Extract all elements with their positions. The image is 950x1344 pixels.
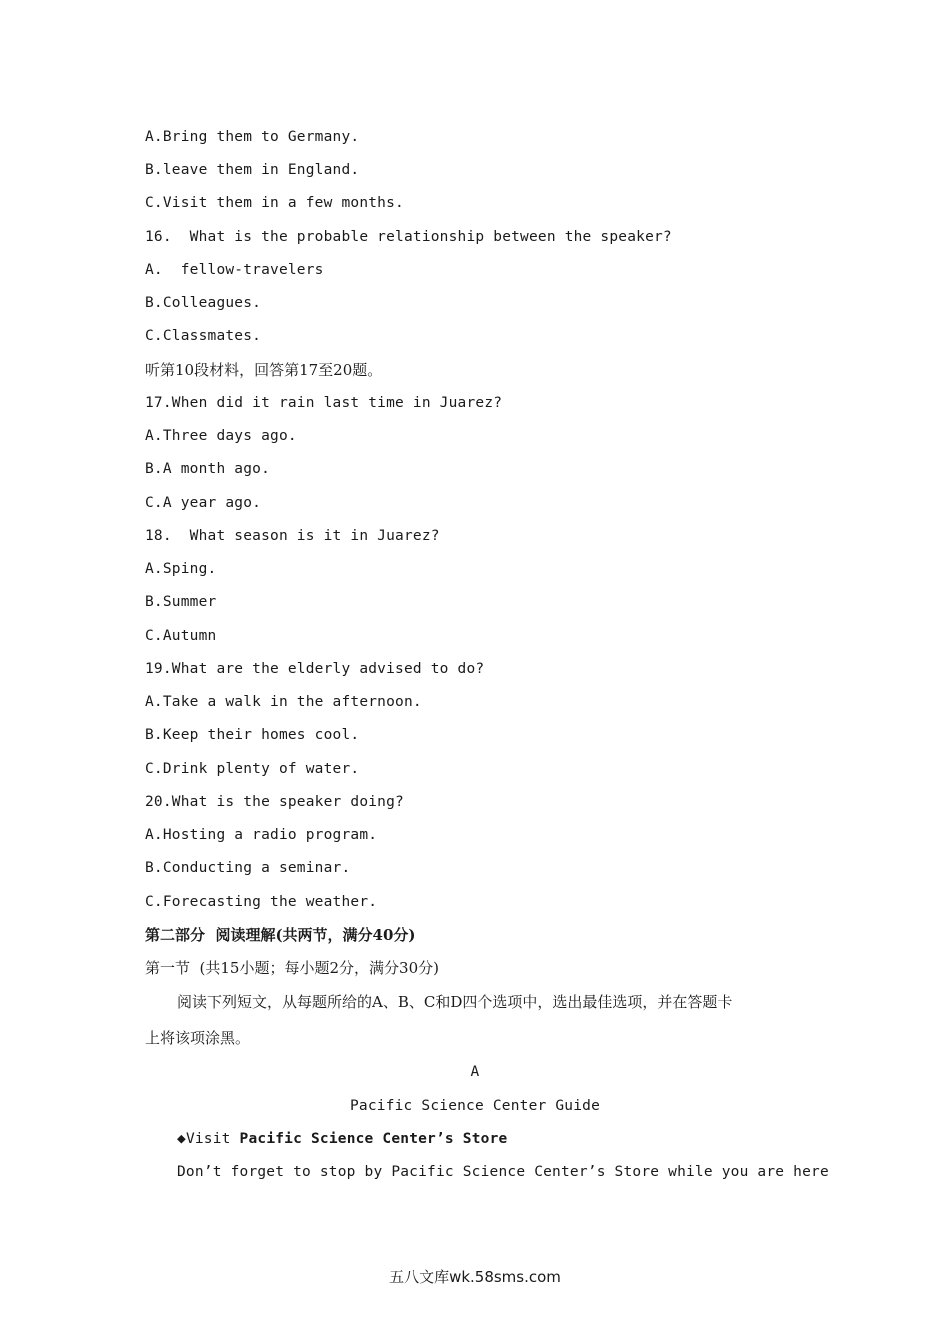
q16-option-b: B.Colleagues. — [145, 295, 262, 311]
part2-instruction-1: 阅读下列短文，从每题所给的A、B、C和D四个选项中，选出最佳选项，并在答题卡 — [177, 993, 733, 1011]
q18-option-c: C.Autumn — [145, 628, 217, 644]
section-note: 听第10段材料，回答第17至20题。 — [145, 361, 383, 379]
q18-option-a: A.Sping. — [145, 561, 217, 577]
passage-title: Pacific Science Center Guide — [349, 1098, 601, 1114]
q15-option-c: C.Visit them in a few months. — [145, 195, 404, 211]
q17-option-c: C.A year ago. — [145, 495, 262, 511]
q17-question: 17.When did it rain last time in Juarez? — [145, 395, 503, 411]
diamond-bullet-icon: ◆ — [177, 1131, 186, 1147]
q16-question: 16. What is the probable relationship between the speaker? — [145, 229, 672, 245]
q16-option-c: C.Classmates. — [145, 328, 262, 344]
q15-option-a: A.Bring them to Germany. — [145, 129, 360, 145]
part2-heading: 第二部分 阅读理解(共两节，满分40分) — [145, 926, 416, 944]
part2-instruction-2: 上将该项涂黑。 — [145, 1029, 251, 1047]
q19-option-a: A.Take a walk in the afternoon. — [145, 694, 422, 710]
q17-option-b: B.A month ago. — [145, 461, 271, 477]
q19-question: 19.What are the elderly advised to do? — [145, 661, 485, 677]
q18-question: 18. What season is it in Juarez? — [145, 528, 440, 544]
subhead-store-name: Pacific Science Center’s Store — [239, 1131, 508, 1147]
q16-option-a: A. fellow-travelers — [145, 262, 324, 278]
part2-section1: 第一节 (共15小题；每小题2分，满分30分) — [145, 959, 439, 977]
q20-option-b: B.Conducting a seminar. — [145, 860, 351, 876]
subhead-prefix: Visit — [185, 1131, 240, 1147]
passage-letter: A — [470, 1064, 480, 1080]
q17-option-a: A.Three days ago. — [145, 428, 297, 444]
q15-option-b: B.leave them in England. — [145, 162, 360, 178]
q20-option-c: C.Forecasting the weather. — [145, 894, 378, 910]
q18-option-b: B.Summer — [145, 594, 217, 610]
q20-question: 20.What is the speaker doing? — [145, 794, 404, 810]
passage-body: Don’t forget to stop by Pacific Science Center’s Store while you are here — [177, 1164, 829, 1180]
q19-option-c: C.Drink plenty of water. — [145, 761, 360, 777]
q19-option-b: B.Keep their homes cool. — [145, 727, 360, 743]
footer-watermark: 五八文库wk.58sms.com — [389, 1268, 561, 1286]
q20-option-a: A.Hosting a radio program. — [145, 827, 378, 843]
passage-subhead — [177, 1129, 507, 1149]
